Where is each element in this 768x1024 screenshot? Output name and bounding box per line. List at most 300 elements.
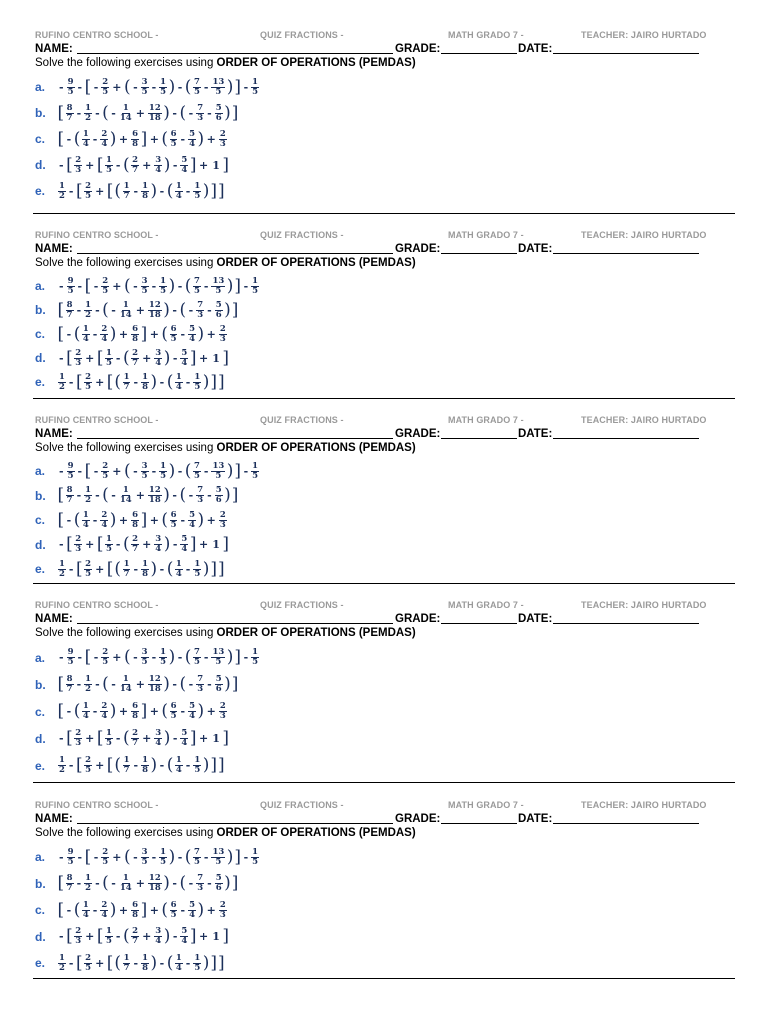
fraction: $\frac{3}{4}$ [155,154,162,175]
bracket: ) [226,275,234,296]
student-info-row [33,428,735,441]
operator: - [66,132,72,146]
exercise-item [33,126,735,152]
fraction: $\frac{1}{5}$ [194,952,201,973]
operator: - [188,303,194,317]
operator: + [135,489,145,503]
fraction: $\frac{2}{5}$ [85,952,92,973]
exercise-list [33,459,735,582]
operator: + [118,327,129,341]
fraction: $\frac{1}{4}$ [175,558,182,579]
bracket: ( [123,846,131,867]
bracket: ( [161,899,169,920]
bracket: ] [234,460,242,481]
operator: - [188,678,194,691]
operator: - [59,80,64,94]
bracket: ) [109,701,117,721]
bracket: ) [163,154,171,175]
instruction-emphasis: ORDER OF OPERATIONS (PEMDAS) [216,57,416,69]
fraction: $\frac{1}{2}$ [85,299,92,320]
exercise-list [33,74,735,204]
bracket: ] [234,275,242,296]
exercise-item [33,178,735,204]
fraction: $\frac{7}{5}$ [193,647,200,667]
bracket: [ [96,926,104,947]
operator: + [112,464,122,478]
fraction: $\frac{1}{5}$ [160,460,167,481]
operator: - [207,489,212,503]
bracket: ] [189,534,197,555]
fraction: $\frac{12}{18}$ [148,102,161,123]
school-name: RUFINO CENTRO SCHOOL - [35,30,159,40]
fraction: $\frac{2}{4}$ [101,899,108,920]
grade-field[interactable] [441,613,517,624]
bracket: [ [57,485,65,506]
name-field[interactable] [77,43,393,54]
bracket: ) [150,755,158,775]
operator: + [95,375,105,389]
quiz-header [33,230,735,243]
quiz-title: QUIZ FRACTIONS - [260,800,344,810]
fraction: $\frac{2}{3}$ [219,509,226,530]
operator: + [135,678,145,691]
instructions [33,441,735,459]
bracket: ) [163,926,171,947]
exercise-expression [57,462,260,481]
date-label: DATE: [518,428,553,440]
bracket: ) [197,509,205,530]
operator: - [133,184,139,198]
student-info-row [33,43,735,56]
operator: - [95,489,100,503]
teacher-name: TEACHER: JAIRO HURTADO [581,800,707,810]
operator: + [95,759,105,772]
fraction: $\frac{7}{3}$ [197,873,204,894]
bracket: ) [163,728,171,748]
operator: - [68,759,74,772]
operator: - [180,327,186,341]
fraction: $\frac{2}{5}$ [85,558,92,579]
grade-field[interactable] [441,428,517,439]
operator: + [206,513,216,527]
name-field[interactable] [77,613,393,624]
fraction: $\frac{6}{8}$ [132,323,139,344]
operator: + [135,106,145,120]
fraction: $\frac{2}{3}$ [75,154,82,175]
operator: + [95,184,105,198]
date-field[interactable] [553,613,699,624]
operator: - [177,464,183,478]
bracket: ] [222,926,229,947]
exercise-label: a. [35,464,46,479]
bracket: [ [106,755,114,775]
operator: + [112,279,122,293]
grade-field[interactable] [441,813,517,824]
exercise-item [33,897,735,924]
bracket: ( [102,485,109,506]
fraction: $\frac{1}{2}$ [59,180,65,201]
operator: - [66,513,72,527]
fraction: $\frac{3}{4}$ [155,347,162,368]
bracket: ) [168,76,176,97]
exercise-expression [57,156,230,175]
exercise-label: b. [35,677,46,692]
teacher-name: TEACHER: JAIRO HURTADO [581,230,707,240]
operator: - [68,562,74,576]
exercise-label: b. [35,106,46,120]
fraction: $\frac{2}{5}$ [85,371,92,392]
fraction: $\frac{3}{4}$ [155,728,162,748]
operator: + [198,538,209,552]
date-field[interactable] [553,428,699,439]
exercise-label: d. [35,537,46,552]
bracket: ( [179,102,187,123]
bracket: ] [218,755,225,775]
fraction: $\frac{2}{4}$ [101,323,108,344]
bracket: ) [163,102,170,123]
fraction: $\frac{7}{5}$ [193,275,200,296]
bracket: ) [150,180,158,201]
exercise-expression [57,675,239,694]
bracket: [ [57,509,65,530]
bracket: ( [161,701,169,721]
operator: - [59,930,64,944]
fraction: $\frac{2}{7}$ [132,534,139,555]
bracket: ( [166,371,174,392]
instruction-emphasis: ORDER OF OPERATIONS (PEMDAS) [216,827,416,839]
bracket: ) [168,846,176,867]
fraction: $\frac{3}{5}$ [141,275,148,296]
bracket: ) [163,534,171,555]
fraction: $\frac{6}{5}$ [170,899,177,920]
fraction: $\frac{2}{7}$ [132,347,139,368]
fraction: $\frac{5}{6}$ [215,299,222,320]
operator: - [111,106,116,120]
fraction: $\frac{1}{14}$ [119,102,132,123]
exercise-item [33,484,735,509]
exercise-expression [57,756,225,775]
section-divider [33,398,735,399]
fraction: $\frac{1}{8}$ [142,755,148,775]
exercise-expression [57,954,225,973]
fraction: $\frac{13}{5}$ [212,275,225,296]
operator: + [112,651,122,664]
bracket: ( [166,952,174,973]
fraction: $\frac{1}{5}$ [252,647,259,667]
fraction: $\frac{1}{8}$ [142,952,148,973]
bracket: ) [163,485,170,506]
fraction: $\frac{2}{3}$ [75,347,82,368]
bracket: ( [161,509,169,530]
bracket: ) [197,128,205,149]
fraction: $\frac{7}{3}$ [197,102,204,123]
exercise-label: c. [35,132,46,146]
exercise-label: a. [35,279,46,293]
operator: + [142,351,152,365]
operator: - [172,106,177,120]
grade-field[interactable] [441,243,517,254]
exercise-expression [57,373,225,392]
bracket: ( [123,347,130,368]
exercise-item [33,871,735,898]
bracket: [ [84,460,92,481]
operator: - [172,303,177,317]
bracket: ) [109,323,117,344]
operator: - [151,464,157,478]
fraction: $\frac{1}{5}$ [106,728,112,748]
operator: - [185,956,191,970]
operator: - [92,327,98,341]
date-field[interactable] [553,43,699,54]
instruction-emphasis: ORDER OF OPERATIONS (PEMDAS) [216,257,416,269]
operator: + [198,732,209,745]
bracket: ] [189,154,197,175]
bracket: ] [218,180,225,201]
exercise-label: b. [35,876,46,891]
operator: - [92,903,98,917]
operator: - [172,877,177,891]
fraction: $\frac{9}{5}$ [67,846,74,867]
bracket: ) [163,873,170,894]
fraction: $\frac{1}{4}$ [175,371,182,392]
exercise-expression [57,325,228,344]
fraction: $\frac{9}{5}$ [67,76,74,97]
operator: - [172,678,177,691]
bracket: ) [224,873,231,894]
bracket: ( [179,485,187,506]
operator: + [135,877,145,891]
operator: - [133,651,138,664]
name-field[interactable] [77,813,393,824]
bracket: ] [140,899,148,920]
operator: - [76,303,82,317]
bracket: ) [202,371,210,392]
fraction: $\frac{5}{6}$ [215,873,222,894]
bracket: ) [150,371,158,392]
exercise-label: c. [35,327,46,341]
date-label: DATE: [518,43,553,55]
operator: - [203,80,209,94]
fraction: $\frac{1}{5}$ [106,347,112,368]
school-name: RUFINO CENTRO SCHOOL - [35,800,159,810]
bracket: ( [114,755,122,775]
exercise-list [33,274,735,394]
name-label: NAME: [35,613,73,625]
operator: - [59,351,64,365]
bracket: [ [84,275,92,296]
instructions [33,256,735,274]
operator: + [85,930,95,944]
fraction: $\frac{8}{7}$ [66,873,73,894]
operator: - [180,903,186,917]
operator: - [172,930,178,944]
bracket: ] [140,701,148,721]
bracket: ] [189,926,197,947]
bracket: ] [189,347,197,368]
fraction: $\frac{1}{14}$ [119,485,132,506]
exercise-list [33,644,735,779]
exercise-item [33,298,735,322]
exercise-expression [57,301,239,320]
operator: - [111,489,116,503]
operator: + [135,303,145,317]
exercise-item [33,274,735,298]
bracket: ( [166,558,174,579]
fraction: $\frac{6}{5}$ [170,509,177,530]
exercise-item [33,924,735,951]
exercise-item [33,100,735,126]
fraction: $\frac{1}{7}$ [123,755,130,775]
bracket: ( [123,926,130,947]
bracket: [ [106,180,114,201]
operator: - [92,513,98,527]
fraction: $\frac{1}{4}$ [82,128,89,149]
operator: - [93,80,99,94]
operator: - [159,956,165,970]
operator: - [76,489,82,503]
fraction: $\frac{7}{3}$ [197,674,204,694]
name-field[interactable] [77,428,393,439]
exercise-label: c. [35,704,46,719]
bracket: [ [84,76,92,97]
fraction: $\frac{6}{8}$ [132,899,139,920]
fraction: $\frac{1}{5}$ [252,460,259,481]
operator: - [115,158,121,172]
date-label: DATE: [518,613,553,625]
exercise-expression [57,486,239,505]
bracket: ( [102,102,109,123]
operator: - [203,279,209,293]
bracket: [ [57,701,65,721]
teacher-name: TEACHER: JAIRO HURTADO [581,600,707,610]
operator: - [188,877,194,891]
operator: - [159,759,165,772]
exercise-item [33,950,735,977]
fraction: $\frac{1}{4}$ [175,952,182,973]
bracket: [ [106,952,114,973]
bracket: [ [66,347,73,368]
operator: + [142,930,152,944]
instructions [33,56,735,74]
fraction: $\frac{5}{4}$ [189,899,195,920]
exercise-label: d. [35,351,46,365]
operator: - [66,705,72,718]
fraction: $\frac{1}{4}$ [82,323,89,344]
instruction-text: Solve the following exercises using [35,257,217,269]
bracket: ) [150,952,158,973]
fraction: $\frac{7}{5}$ [193,846,200,867]
grade-level: MATH GRADO 7 - [448,600,524,610]
operator: + [118,705,129,718]
bracket: ( [179,674,187,694]
exercise-item [33,725,735,752]
operator: + [206,132,216,146]
name-field[interactable] [77,243,393,254]
fraction: $\frac{1}{8}$ [142,180,148,201]
quiz-title: QUIZ FRACTIONS - [260,600,344,610]
bracket: ) [202,180,210,201]
operator: - [77,80,83,94]
operator: 1 [212,930,220,944]
grade-level: MATH GRADO 7 - [448,800,524,810]
bracket: ) [109,509,117,530]
operator: - [92,705,98,718]
school-name: RUFINO CENTRO SCHOOL - [35,415,159,425]
bracket: ] [140,128,148,149]
fraction: $\frac{7}{3}$ [197,485,204,506]
bracket: [ [57,299,65,320]
exercise-expression [57,535,230,554]
fraction: $\frac{1}{2}$ [59,371,65,392]
bracket: [ [57,323,65,344]
operator: - [243,651,249,664]
instruction-text: Solve the following exercises using [35,827,217,839]
grade-label: GRADE: [395,613,441,625]
student-info-row [33,813,735,826]
bracket: ( [73,128,81,149]
fraction: $\frac{2}{3}$ [219,899,226,920]
section-divider [33,782,735,783]
bracket: [ [66,728,73,748]
operator: - [172,489,177,503]
fraction: $\frac{13}{5}$ [212,846,225,867]
fraction: $\frac{2}{5}$ [102,647,109,667]
fraction: $\frac{13}{5}$ [212,460,225,481]
name-label: NAME: [35,243,73,255]
date-field[interactable] [553,813,699,824]
quiz-block [33,30,735,204]
grade-label: GRADE: [395,428,441,440]
quiz-header [33,30,735,43]
exercise-item [33,508,735,533]
operator: - [243,279,249,293]
operator: + [112,80,122,94]
school-name: RUFINO CENTRO SCHOOL - [35,600,159,610]
bracket: [ [106,371,114,392]
bracket: [ [66,534,73,555]
bracket: ( [102,299,109,320]
fraction: $\frac{2}{3}$ [219,128,226,149]
exercise-expression [57,560,225,579]
student-info-row [33,613,735,626]
fraction: $\frac{1}{2}$ [59,558,65,579]
bracket: ( [184,275,192,296]
date-field[interactable] [553,243,699,254]
operator: - [177,279,183,293]
bracket: ( [184,647,192,667]
fraction: $\frac{3}{5}$ [141,76,148,97]
exercise-item [33,152,735,178]
exercise-label: d. [35,158,46,172]
operator: - [172,538,178,552]
exercise-expression [57,277,260,296]
exercise-label: a. [35,80,46,94]
fraction: $\frac{9}{5}$ [67,460,74,481]
exercise-label: e. [35,562,46,577]
section-divider [33,213,735,214]
grade-field[interactable] [441,43,517,54]
teacher-name: TEACHER: JAIRO HURTADO [581,30,707,40]
operator: - [59,279,64,293]
operator: + [198,351,209,365]
bracket: ( [123,460,131,481]
fraction: $\frac{1}{4}$ [175,755,182,775]
fraction: $\frac{5}{4}$ [189,701,195,721]
exercise-item [33,844,735,871]
operator: + [206,705,216,718]
operator: + [206,327,216,341]
exercise-label: c. [35,903,46,918]
